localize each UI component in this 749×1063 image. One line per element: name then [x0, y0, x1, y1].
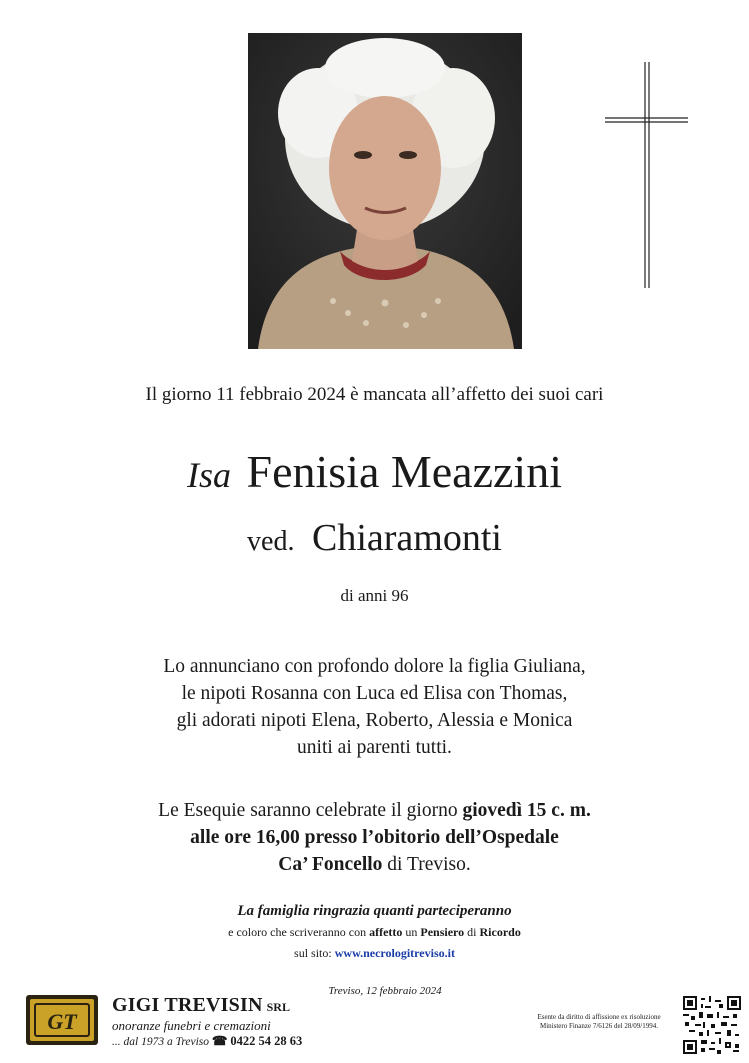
logo-monogram: GT: [47, 1009, 77, 1034]
place-date: Treviso, 12 febbraio 2024: [328, 985, 442, 997]
deceased-portrait-photo: [248, 33, 522, 349]
portrait-illustration: [248, 33, 522, 349]
full-name: Fenisia Meazzini: [246, 446, 562, 497]
city-text: di Treviso.: [382, 854, 471, 875]
memory-bold: Pensiero: [420, 925, 465, 939]
funeral-date: giovedì 15 c. m.: [462, 800, 591, 821]
married-name-line: [0, 514, 749, 566]
memory-text: un: [402, 925, 421, 939]
memory-text: di: [464, 925, 480, 939]
thanks-block: [0, 900, 749, 964]
company-phone: 0422 54 28 63: [230, 1034, 303, 1048]
funeral-details: [0, 797, 749, 878]
announcement-line: gli adorati nipoti Elena, Roberto, Alessia e Monica: [176, 710, 573, 731]
memory-bold: Ricordo: [479, 925, 521, 939]
company-logo: [26, 995, 98, 1045]
thanks-line: La famiglia ringrazia quanti parteciperanno: [237, 903, 512, 919]
cross-icon: [602, 62, 694, 288]
exemption-line: Ministero Finanze 7/6126 del 28/09/1994.: [539, 1021, 658, 1030]
funeral-text: Le Esequie saranno celebrate il giorno: [158, 800, 463, 821]
announcement-paragraph: [0, 653, 749, 761]
memory-line: [0, 922, 749, 943]
age-line: di anni 96: [340, 586, 409, 605]
tax-exemption-note: [505, 1013, 693, 1030]
announcement-line: uniti ai parenti tutti.: [297, 737, 452, 758]
company-contact: [112, 1033, 372, 1050]
ved-prefix: ved.: [247, 526, 295, 557]
announcement-line: le nipoti Rosanna con Luca ed Elisa con Thomas,: [181, 683, 568, 704]
married-name: Chiaramonti: [311, 517, 502, 559]
company-suffix: SRL: [266, 1000, 290, 1014]
hospital-name: Ca’ Foncello: [278, 854, 383, 875]
company-since: ... dal 1973 a Treviso: [112, 1036, 210, 1048]
funeral-line-3: [0, 851, 749, 878]
company-info: [112, 994, 372, 1050]
memory-bold: affetto: [369, 925, 403, 939]
website-link[interactable]: www.necrologitreviso.it: [334, 946, 455, 960]
website-label: sul sito:: [294, 946, 335, 960]
company-name: GIGI TREVISIN: [112, 994, 263, 1016]
qr-code-icon[interactable]: [683, 996, 741, 1054]
exemption-line: Esente da diritto di affissione ex risoluzione: [537, 1013, 661, 1021]
intro-line: Il giorno 11 febbraio 2024 è mancata all’affetto dei suoi cari: [145, 384, 604, 405]
memory-text: e coloro che scriveranno con: [228, 925, 370, 939]
announcement-line: Lo annunciano con profondo dolore la figlia Giuliana,: [163, 656, 586, 677]
funeral-line-2: [0, 824, 749, 851]
company-tagline: onoranze funebri e cremazioni: [112, 1018, 271, 1033]
phone-icon: ☎: [211, 1034, 228, 1048]
website-line: [0, 943, 749, 964]
funeral-line-1: [0, 797, 749, 824]
first-name: Isa: [186, 455, 231, 495]
deceased-name: [0, 444, 749, 503]
funeral-time-place: alle ore 16,00 presso l’obitorio dell’Ospedale: [190, 827, 559, 848]
